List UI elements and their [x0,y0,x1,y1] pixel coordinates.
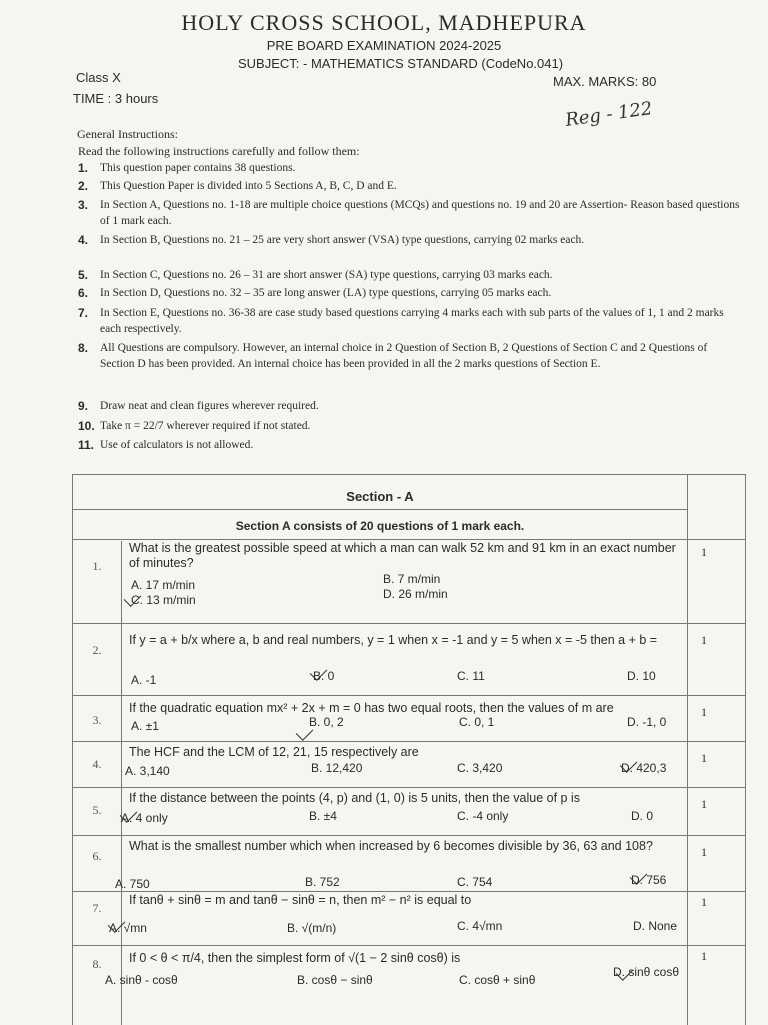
divider [73,741,745,742]
option-c: C. 3,420 [457,761,503,775]
option-b: B. 0, 2 [309,715,344,729]
number-column-divider [121,541,122,1025]
instructions-title: General Instructions: [77,127,178,141]
option-c: C. 11 [457,669,485,683]
instruction-item: 9. Draw neat and clean figures wherever required. [78,399,319,413]
divider [73,509,687,510]
option-b: B. 0 [313,669,335,683]
question-number: 6. [92,849,102,863]
question-text: If tanθ + sinθ = m and tanθ − sinθ = n, then m² − n² is equal to [129,893,472,907]
exam-title: PRE BOARD EXAMINATION 2024-2025 [266,38,502,53]
divider [73,539,745,540]
question-marks: 1 [701,751,707,765]
option-c: C. -4 only [457,809,509,823]
instruction-item: 8. All Questions are compulsory. However, an internal choice in 2 Question of Section B, 2 Questions of Section C and 2 Questions of Section D has been provided. An internal choice has been provided in all the 2 marks questions of Section E. [78,341,708,370]
section-title: Section - A [346,489,414,504]
option-c: C. 4√mn [457,919,503,933]
option-b: B. 7 m/min [383,572,441,586]
question-text: What is the smallest number which when increased by 6 becomes divisible by 36, 63 and 108? [129,839,653,853]
instructions-intro: Read the following instructions carefully and follow them: [78,144,360,158]
question-number: 8. [92,957,102,971]
option-c: C. 13 m/min [131,593,196,607]
option-d: D. 10 [627,669,656,683]
option-a: A. ±1 [131,719,159,733]
class-label: Class X [76,70,121,85]
option-d: D. 0 [631,809,654,823]
instruction-item: 6. In Section D, Questions no. 32 – 35 are long answer (LA) type questions, carrying 05 marks each. [78,286,552,300]
question-marks: 1 [701,797,707,811]
question-marks: 1 [701,949,707,963]
divider [73,945,745,946]
option-d: D. 756 [631,873,667,887]
question-number: 5. [92,803,102,817]
instruction-item: 4. In Section B, Questions no. 21 – 25 are very short answer (VSA) type questions, carrying 02 marks each. [78,233,585,247]
handwritten-reg-number: Reg - 122 [563,98,654,131]
option-d: D. sinθ cosθ [613,965,680,979]
question-text: If 0 < θ < π/4, then the simplest form of √(1 − 2 sinθ cosθ) is [129,951,461,965]
instruction-item: 5. In Section C, Questions no. 26 – 31 are short answer (SA) type questions, carrying 03 marks each. [78,268,553,282]
question-number: 1. [92,559,102,573]
question-marks: 1 [701,845,707,859]
option-d: D. -1, 0 [627,715,667,729]
option-a: A. sinθ - cosθ [105,973,178,987]
subject-line: SUBJECT: - MATHEMATICS STANDARD (CodeNo.041) [238,56,564,71]
option-b: B. 752 [305,875,340,889]
option-b: B. 12,420 [311,761,363,775]
option-a: A. 3,140 [125,764,170,778]
option-a: A. √mn [109,921,147,935]
option-b: B. cosθ − sinθ [297,973,373,987]
option-a: A. -1 [131,673,157,687]
instruction-item: 7. In Section E, Questions no. 36-38 are case study based questions carrying 4 marks each with sub parts of the values of 1, 1 and 2 marks each respectively. [78,306,724,335]
option-a: A. 4 only [121,811,168,825]
question-table [72,474,746,1025]
option-b: B. ±4 [309,809,337,823]
question-number: 3. [92,713,102,727]
question-marks: 1 [701,895,707,909]
question-number: 2. [92,643,102,657]
option-b: B. √(m/n) [287,921,337,935]
question-text: If the quadratic equation mx² + 2x + m = 0 has two equal roots, then the values of m are [129,701,614,715]
option-d: D. 420,3 [621,761,667,775]
question-marks: 1 [701,705,707,719]
question-marks: 1 [701,633,707,647]
question-marks: 1 [701,545,707,559]
school-name: HOLY CROSS SCHOOL, MADHEPURA [181,10,587,35]
question-text: If y = a + b/x where a, b and real numbers, y = 1 when x = -1 and y = 5 when x = -5 then a + b = [129,633,658,647]
option-a: A. 17 m/min [131,578,196,592]
time-label: TIME : 3 hours [73,91,159,106]
question-text: If the distance between the points (4, p) and (1, 0) is 5 units, then the value of p is [129,791,580,805]
option-d: D. None [633,919,678,933]
question-number: 7. [92,901,102,915]
instruction-item: 2. This Question Paper is divided into 5 Sections A, B, C, D and E. [78,179,397,193]
max-marks: MAX. MARKS: 80 [553,74,657,89]
divider [73,623,745,624]
option-a: A. 750 [115,877,150,891]
instruction-item: 11. Use of calculators is not allowed. [78,438,254,452]
instruction-item: 3. In Section A, Questions no. 1-18 are multiple choice questions (MCQs) and questions no. 19 and 20 are Assertion- Reason based questions of 1 mark each. [78,198,740,227]
instruction-item: 10. Take π = 22/7 wherever required if not stated. [78,419,311,433]
divider [73,787,745,788]
question-text: The HCF and the LCM of 12, 21, 15 respectively are [129,745,419,759]
question-number: 4. [92,757,102,771]
divider [73,891,745,892]
option-d: D. 26 m/min [383,587,448,601]
option-c: C. 754 [457,875,493,889]
instruction-item: 1. This question paper contains 38 questions. [78,161,296,175]
option-c: C. cosθ + sinθ [459,973,536,987]
divider [73,695,745,696]
question-text: What is the greatest possible speed at which a man can walk 52 km and 91 km in an exact number of minutes? [129,541,676,570]
option-c: C. 0, 1 [459,715,495,729]
section-subtitle: Section A consists of 20 questions of 1 mark each. [235,519,525,533]
divider [73,835,745,836]
